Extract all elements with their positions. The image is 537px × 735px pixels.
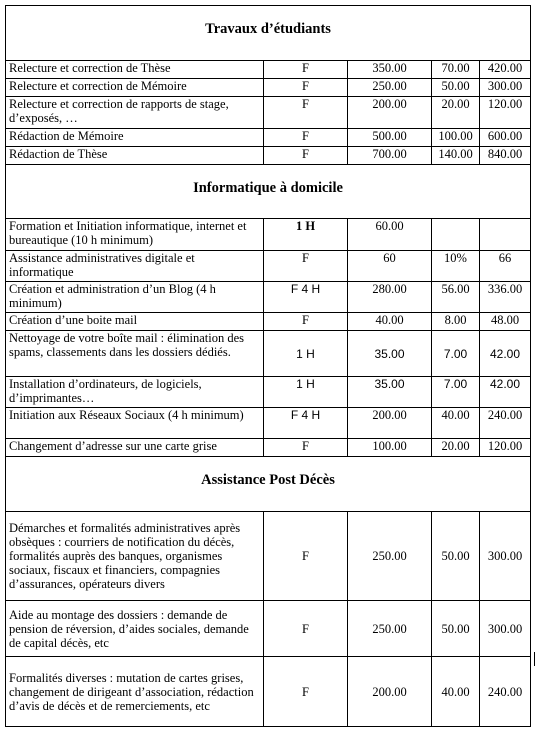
service-label: Création d’une boite mail [6, 313, 264, 331]
tva: 20.00 [432, 97, 480, 129]
service-label: Relecture et correction de rapports de stage, d’exposés, … [6, 97, 264, 129]
billing-type: 1 H [264, 377, 348, 408]
price-ht: 35.00 [348, 331, 432, 377]
price-ht: 200.00 [348, 97, 432, 129]
table-row [6, 79, 531, 97]
service-label: Formalités diverses : mutation de cartes grises, changement de dirigeant d’association, rédaction d’avis de décès et de remerciements, etc [6, 657, 264, 727]
price-ht: 60.00 [348, 219, 432, 251]
price-ht: 250.00 [348, 512, 432, 601]
billing-type: F [264, 61, 348, 79]
price-ht: 350.00 [348, 61, 432, 79]
price-ttc [480, 219, 531, 251]
tva: 140.00 [432, 147, 480, 165]
price-ht: 250.00 [348, 79, 432, 97]
price-ht: 60 [348, 251, 432, 282]
billing-type: F [264, 79, 348, 97]
price-ttc: 42.00 [480, 331, 531, 377]
price-ttc: 120.00 [480, 97, 531, 129]
tva: 50.00 [432, 79, 480, 97]
section-header-row [6, 6, 531, 61]
price-ttc: 240.00 [480, 408, 531, 439]
service-label: Démarches et formalités administratives après obsèques : courriers de notification du décès, formalités auprès des banques, organismes sociaux, fiscaux et financiers, compagnies d’assurances, opérateurs divers [6, 512, 264, 601]
service-label: Relecture et correction de Mémoire [6, 79, 264, 97]
section-title: Informatique à domicile [6, 165, 531, 219]
tva: 7.00 [432, 377, 480, 408]
price-ttc: 300.00 [480, 79, 531, 97]
price-ht: 40.00 [348, 313, 432, 331]
service-label: Relecture et correction de Thèse [6, 61, 264, 79]
price-table [5, 5, 531, 727]
table-row [6, 601, 531, 657]
price-ht: 200.00 [348, 657, 432, 727]
price-ht: 500.00 [348, 129, 432, 147]
section-title: Assistance Post Décès [6, 457, 531, 512]
billing-type: F [264, 439, 348, 457]
service-label: Nettoyage de votre boîte mail : élimination des spams, classements dans les dossiers dédiés. [6, 331, 264, 377]
price-ht: 250.00 [348, 601, 432, 657]
service-label: Initiation aux Réseaux Sociaux (4 h minimum) [6, 408, 264, 439]
margin-mark [534, 652, 535, 666]
service-label: Aide au montage des dossiers : demande de pension de réversion, d’aides sociales, demande de capital décès, etc [6, 601, 264, 657]
tva: 10% [432, 251, 480, 282]
billing-type: 1 H [264, 219, 348, 251]
table-row [6, 282, 531, 313]
price-ht: 35.00 [348, 377, 432, 408]
table-row [6, 129, 531, 147]
price-ttc: 240.00 [480, 657, 531, 727]
tva: 20.00 [432, 439, 480, 457]
tva: 40.00 [432, 657, 480, 727]
price-ttc: 840.00 [480, 147, 531, 165]
service-label: Création et administration d’un Blog (4 h minimum) [6, 282, 264, 313]
billing-type: F 4 H [264, 408, 348, 439]
price-ttc: 300.00 [480, 512, 531, 601]
price-ttc: 42.00 [480, 377, 531, 408]
billing-type: F [264, 251, 348, 282]
table-row [6, 657, 531, 727]
table-row [6, 219, 531, 251]
price-ht: 200.00 [348, 408, 432, 439]
price-ht: 100.00 [348, 439, 432, 457]
section-header-row [6, 165, 531, 219]
billing-type: F [264, 147, 348, 165]
billing-type: F 4 H [264, 282, 348, 313]
service-label: Installation d’ordinateurs, de logiciels, d’imprimantes… [6, 377, 264, 408]
table-row [6, 439, 531, 457]
price-ttc: 120.00 [480, 439, 531, 457]
billing-type: F [264, 313, 348, 331]
price-ttc: 300.00 [480, 601, 531, 657]
table-row [6, 147, 531, 165]
price-ht: 700.00 [348, 147, 432, 165]
table-row [6, 331, 531, 377]
tva: 70.00 [432, 61, 480, 79]
price-ttc: 66 [480, 251, 531, 282]
billing-type: F [264, 601, 348, 657]
service-label: Rédaction de Mémoire [6, 129, 264, 147]
service-label: Rédaction de Thèse [6, 147, 264, 165]
price-ttc: 600.00 [480, 129, 531, 147]
table-row [6, 408, 531, 439]
price-ttc: 420.00 [480, 61, 531, 79]
service-label: Changement d’adresse sur une carte grise [6, 439, 264, 457]
table-row [6, 97, 531, 129]
price-ttc: 48.00 [480, 313, 531, 331]
service-label: Assistance administratives digitale et informatique [6, 251, 264, 282]
table-row [6, 313, 531, 331]
tva: 8.00 [432, 313, 480, 331]
table-row [6, 61, 531, 79]
tva: 100.00 [432, 129, 480, 147]
billing-type: F [264, 512, 348, 601]
billing-type: F [264, 97, 348, 129]
section-title: Travaux d’étudiants [6, 6, 531, 61]
price-ht: 280.00 [348, 282, 432, 313]
price-ttc: 336.00 [480, 282, 531, 313]
service-label: Formation et Initiation informatique, internet et bureautique (10 h minimum) [6, 219, 264, 251]
tva [432, 219, 480, 251]
table-row [6, 377, 531, 408]
table-row [6, 512, 531, 601]
tva: 40.00 [432, 408, 480, 439]
tva: 7.00 [432, 331, 480, 377]
billing-type: 1 H [264, 331, 348, 377]
tva: 56.00 [432, 282, 480, 313]
section-header-row [6, 457, 531, 512]
billing-type: F [264, 657, 348, 727]
tva: 50.00 [432, 512, 480, 601]
billing-type: F [264, 129, 348, 147]
tva: 50.00 [432, 601, 480, 657]
table-row [6, 251, 531, 282]
